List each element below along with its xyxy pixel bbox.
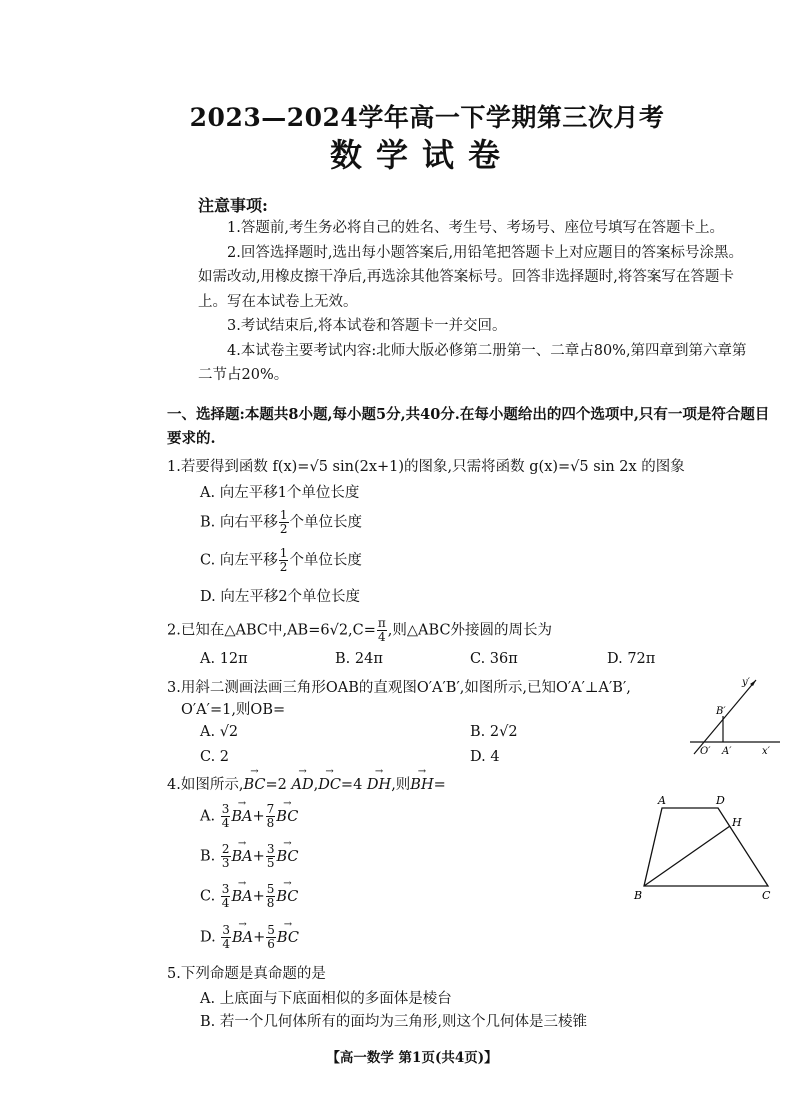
frac-denominator: 6 [267, 937, 275, 951]
frac-numerator: 3 [222, 923, 230, 937]
coef-2 [266, 843, 276, 870]
coef-2 [266, 924, 276, 951]
q2-option-b: B. 24π [335, 651, 383, 667]
frac-numerator: 3 [266, 842, 275, 856]
q2-stem [167, 617, 552, 644]
frac-numerator: 1 [279, 546, 288, 560]
q2-stem-post: ,则△ABC外接圆的周长为 [387, 622, 553, 639]
label-b-prime: B′ [716, 706, 726, 717]
q1-stem: 1.若要得到函数 f(x)=√5 sin(2x+1)的图象,只需将函数 g(x)=√5 sin 2x 的图象 [167, 459, 685, 475]
frac-denominator: 4 [222, 937, 230, 951]
vector-bc: → BC [276, 889, 298, 905]
q2-option-a: A. 12π [200, 651, 248, 667]
q2-stem-pre: 2.已知在△ABC中,AB=6√2,C= [167, 622, 376, 639]
frac-numerator: 5 [267, 923, 275, 937]
coef-1 [221, 883, 231, 910]
q3-oblique-figure [686, 674, 786, 758]
q4-eq3: = [433, 777, 446, 793]
q4-option-c [200, 883, 298, 910]
segment-bh [644, 826, 730, 886]
label-a-prime: A′ [722, 746, 732, 757]
q2-option-d: D. 72π [607, 651, 656, 667]
plus-sign: + [252, 888, 265, 905]
frac-denominator: 5 [266, 856, 275, 870]
option-letter: A. [200, 808, 220, 825]
q1-option-b-fraction [279, 509, 289, 536]
frac-numerator: 7 [266, 802, 275, 816]
q3-stem-line1: 3.用斜二测画法画三角形OAB的直观图O′A′B′,如图所示,已知O′A′⊥A′B′, [167, 680, 631, 696]
q1-option-c-pre: C. 向左平移 [200, 552, 278, 569]
q3-option-b: B. 2√2 [470, 724, 518, 740]
frac-numerator: 3 [221, 802, 230, 816]
q2-option-c: C. 36π [470, 651, 518, 667]
option-letter: D. [200, 929, 221, 946]
option-letter: B. [200, 848, 220, 865]
q4-option-a [200, 803, 298, 830]
frac-denominator: 4 [221, 816, 230, 830]
q5-option-a: A. 上底面与下底面相似的多面体是棱台 [200, 991, 452, 1007]
q5-option-b: B. 若一个几何体所有的面均为三角形,则这个几何体是三棱锥 [200, 1014, 587, 1030]
label-x-axis: x′ [762, 746, 770, 757]
vector-bc: → BC [243, 777, 265, 793]
vector-dc: → DC [318, 777, 341, 793]
vector-ba: → BA [232, 930, 253, 946]
plus-sign: + [253, 929, 266, 946]
q2-fraction [377, 617, 387, 644]
q4-stem-pre: 4.如图所示, [167, 777, 244, 793]
q4-option-b [200, 843, 298, 870]
q4-comma1: , [313, 777, 319, 793]
q5-stem: 5.下列命题是真命题的是 [167, 966, 326, 982]
label-b: B [634, 889, 643, 902]
vector-dh: → DH [367, 777, 391, 793]
notice-item-3: 3.考试结束后,将本试卷和答题卡一并交回。 [227, 318, 507, 334]
frac-numerator: 2 [221, 842, 230, 856]
frac-denominator: 4 [378, 630, 386, 644]
coef-1 [221, 803, 231, 830]
vector-bc: → BC [277, 930, 299, 946]
plus-sign: + [252, 848, 265, 865]
q1-option-a: A. 向左平移1个单位长度 [200, 485, 360, 501]
vector-ba: → BA [231, 809, 252, 825]
vector-ba: → BA [231, 889, 252, 905]
q1-option-c-post: 个单位长度 [289, 552, 362, 569]
label-o-prime: O′ [700, 746, 711, 757]
frac-denominator: 3 [221, 856, 230, 870]
frac-denominator: 2 [279, 560, 288, 574]
q4-comma2: ,则 [391, 777, 411, 793]
q4-trapezoid-figure [628, 790, 778, 905]
coef-2 [266, 883, 276, 910]
q1-option-d: D. 向左平移2个单位长度 [200, 589, 361, 605]
notice-item-2: 2.回答选择题时,选出每小题答案后,用铅笔把答题卡上对应题目的答案标号涂黑。如需改动,用橡皮擦干净后,再选涂其他答案标号。回答非选择题时,将答案写在答题卡上。写在本试卷上无效。 [198, 244, 744, 310]
q4-stem [167, 773, 446, 794]
label-y-axis: y′ [742, 677, 750, 688]
section1-heading: 一、选择题:本题共8小题,每小题5分,共40分.在每小题给出的四个选项中,只有一项是符合题目要求的. [167, 406, 770, 447]
q4-eq2: =4 [340, 777, 363, 793]
coef-1 [221, 843, 231, 870]
frac-denominator: 8 [266, 896, 275, 910]
frac-denominator: 2 [279, 522, 288, 536]
notice-item-1: 1.答题前,考生务必将自己的姓名、考生号、考场号、座位号填写在答题卡上。 [227, 220, 724, 236]
q4-option-d [200, 924, 299, 951]
vector-ad: → AD [291, 777, 313, 793]
plus-sign: + [252, 808, 265, 825]
frac-numerator: π [377, 616, 386, 630]
notice-item-4: 4.本试卷主要考试内容:北师大版必修第二册第一、二章占80%,第四章到第六章第二节占20%。 [198, 342, 747, 383]
vector-ba: → BA [232, 849, 253, 865]
trapezoid-abcd [644, 808, 768, 886]
q1-option-b [200, 509, 362, 536]
frac-numerator: 5 [266, 882, 275, 896]
frac-numerator: 3 [221, 882, 230, 896]
exam-title-subject: 数学试卷 [329, 136, 514, 174]
q4-eq1: =2 [265, 777, 287, 793]
option-letter: C. [200, 888, 220, 905]
q1-option-c-fraction [279, 547, 289, 574]
q1-option-b-post: 个单位长度 [289, 514, 363, 531]
notice-list [198, 216, 753, 388]
exam-title-line1: 2023—2024学年高一下学期第三次月考 [189, 103, 665, 132]
y-axis-arrow-icon [750, 680, 756, 686]
label-a: A [658, 794, 666, 807]
coef-1 [221, 924, 231, 951]
frac-denominator: 4 [221, 896, 230, 910]
frac-denominator: 8 [266, 816, 275, 830]
q3-option-c: C. 2 [200, 749, 230, 765]
frac-numerator: 1 [279, 508, 288, 522]
vector-bc: → BC [276, 849, 298, 865]
notice-heading: 注意事项: [198, 196, 268, 215]
vector-bh: → BH [410, 777, 433, 793]
label-d: D [716, 794, 725, 807]
label-c: C [762, 889, 771, 902]
q3-option-a: A. √2 [200, 724, 239, 740]
q1-option-b-pre: B. 向右平移 [200, 514, 278, 531]
q3-stem-line2: O′A′=1,则OB= [181, 702, 286, 718]
coef-2 [266, 803, 276, 830]
label-h: H [732, 816, 742, 829]
y-axis-line [694, 680, 756, 754]
page-footer: 【高一数学 第1页(共4页)】 [326, 1050, 498, 1066]
vector-bc: → BC [276, 809, 298, 825]
q1-option-c [200, 547, 362, 574]
q3-option-d: D. 4 [470, 749, 500, 765]
